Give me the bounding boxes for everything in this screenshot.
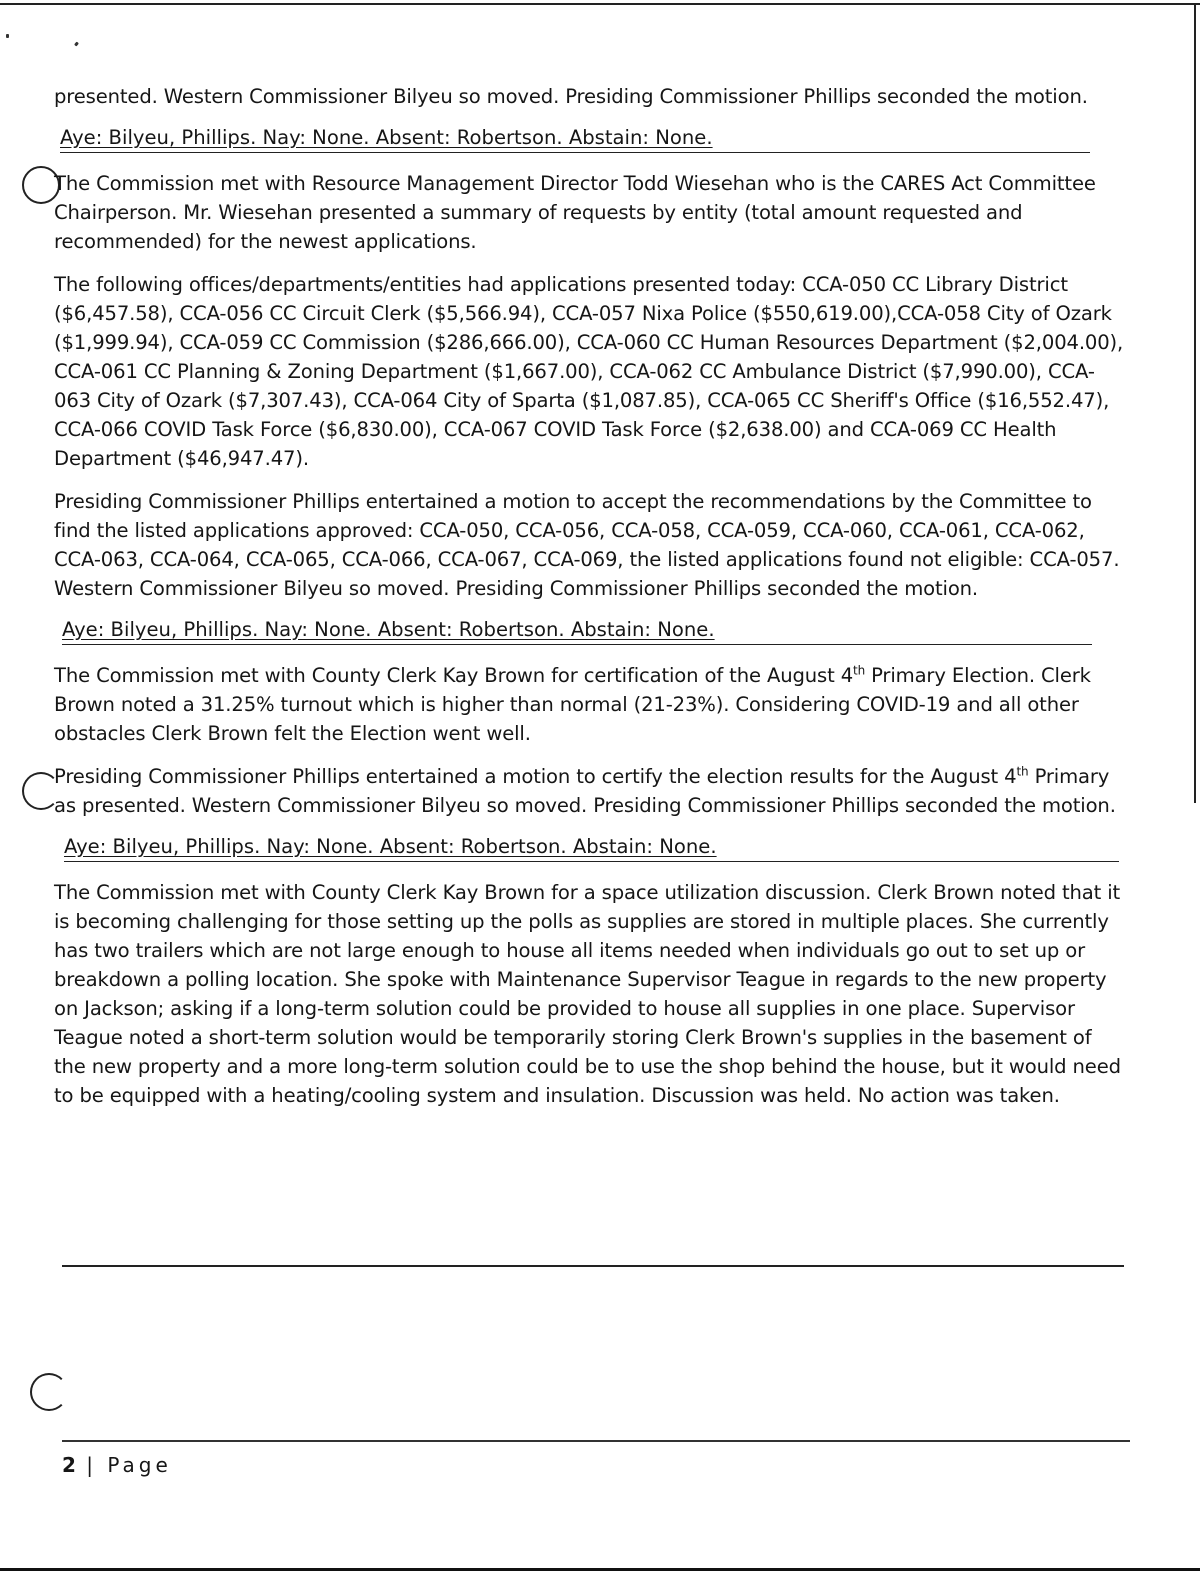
footer-separator: | <box>75 1453 108 1477</box>
paragraph-applications-list: The following offices/departments/entities had applications presented today: CCA-050 CC Library District ($6,457.58), CCA-056 CC Circuit Clerk ($5,566.94), CCA-057 Nixa Police ($550,619.00),CCA-058 City of Ozark ($1,999.94), CCA-059 CC Commission ($286,666.00), CCA-060 CC Human Resources Department ($2,004.00), CCA-061 CC Planning & Zoning Department ($1,667.00), CCA-062 CC Ambulance District ($7,990.00), CCA-063 City of Ozark ($7,307.43), CCA-064 City of Sparta ($1,087.85), CCA-065 CC Sheriff's Office ($16,552.47), CCA-066 COVID Task Force ($6,830.00), CCA-067 COVID Task Force ($2,638.00) and CCA-069 CC Health Department ($46,947.47). <box>54 273 1124 470</box>
vote-record: Aye: Bilyeu, Phillips. Nay: None. Absent: Robertson. Abstain: None. <box>60 125 1090 153</box>
paragraph-motion-end: presented. Western Commissioner Bilyeu so moved. Presiding Commissioner Phillips seconded the motion. <box>54 85 1088 108</box>
paragraph-election-motion: Presiding Commissioner Phillips entertained a motion to certify the election results for the August 4th Primary as presented. Western Commissioner Bilyeu so moved. Presiding Commissioner Phillips seconded the motion. <box>54 764 1116 817</box>
paragraph-election-certification: The Commission met with County Clerk Kay Brown for certification of the August 4th Primary Election. Clerk Brown noted a 31.25% turnout which is higher than normal (21-23%). Considering COVID-19 and all other obstacles Clerk Brown felt the Election went well. <box>54 663 1091 745</box>
document-body <box>54 82 1124 1124</box>
page-number: 2 <box>62 1453 76 1477</box>
paragraph-recommendation-motion: Presiding Commissioner Phillips entertained a motion to accept the recommendations by the Committee to find the listed applications approved: CCA-050, CCA-056, CCA-058, CCA-059, CCA-060, CCA-061, CCA-062, CCA-063, CCA-064, CCA-065, CCA-066, CCA-067, CCA-069, the listed applications found not eligible: CCA-057. Western Commissioner Bilyeu so moved. Presiding Commissioner Phillips seconded the motion. <box>54 490 1120 600</box>
hole-punch-mark <box>30 1373 68 1411</box>
paragraph-cares-act: The Commission met with Resource Management Director Todd Wiesehan who is the CARES Act Committee Chairperson. Mr. Wiesehan presented a summary of requests by entity (total amount requested and recommended) for the newest applications. <box>54 172 1096 253</box>
page-border-right <box>1194 3 1196 803</box>
page-border-top <box>0 3 1200 5</box>
section-divider <box>62 1265 1124 1267</box>
paragraph-space-utilization: The Commission met with County Clerk Kay Brown for a space utilization discussion. Clerk Brown noted that it is becoming challenging for those setting up the polls as supplies are stored in multiple places. She currently has two trailers which are not large enough to house all items needed when individuals go out to set up or breakdown a polling location. She spoke with Maintenance Supervisor Teague in regards to the new property on Jackson; asking if a long-term solution could be provided to house all supplies in one place. Supervisor Teague noted a short-term solution would be temporarily storing Clerk Brown's supplies in the basement of the new property and a more long-term solution could be to use the shop behind the house, but it would need to be equipped with a heating/cooling system and insulation. Discussion was held. No action was taken. <box>54 881 1121 1107</box>
page-footer <box>62 1453 172 1477</box>
footer-divider <box>62 1440 1130 1442</box>
scan-speck <box>6 34 9 38</box>
vote-record: Aye: Bilyeu, Phillips. Nay: None. Absent: Robertson. Abstain: None. <box>62 617 1092 645</box>
page-border-bottom <box>0 1568 1200 1571</box>
page-label: Page <box>107 1453 172 1477</box>
vote-record: Aye: Bilyeu, Phillips. Nay: None. Absent: Robertson. Abstain: None. <box>64 834 1119 862</box>
scan-speck <box>74 42 79 47</box>
